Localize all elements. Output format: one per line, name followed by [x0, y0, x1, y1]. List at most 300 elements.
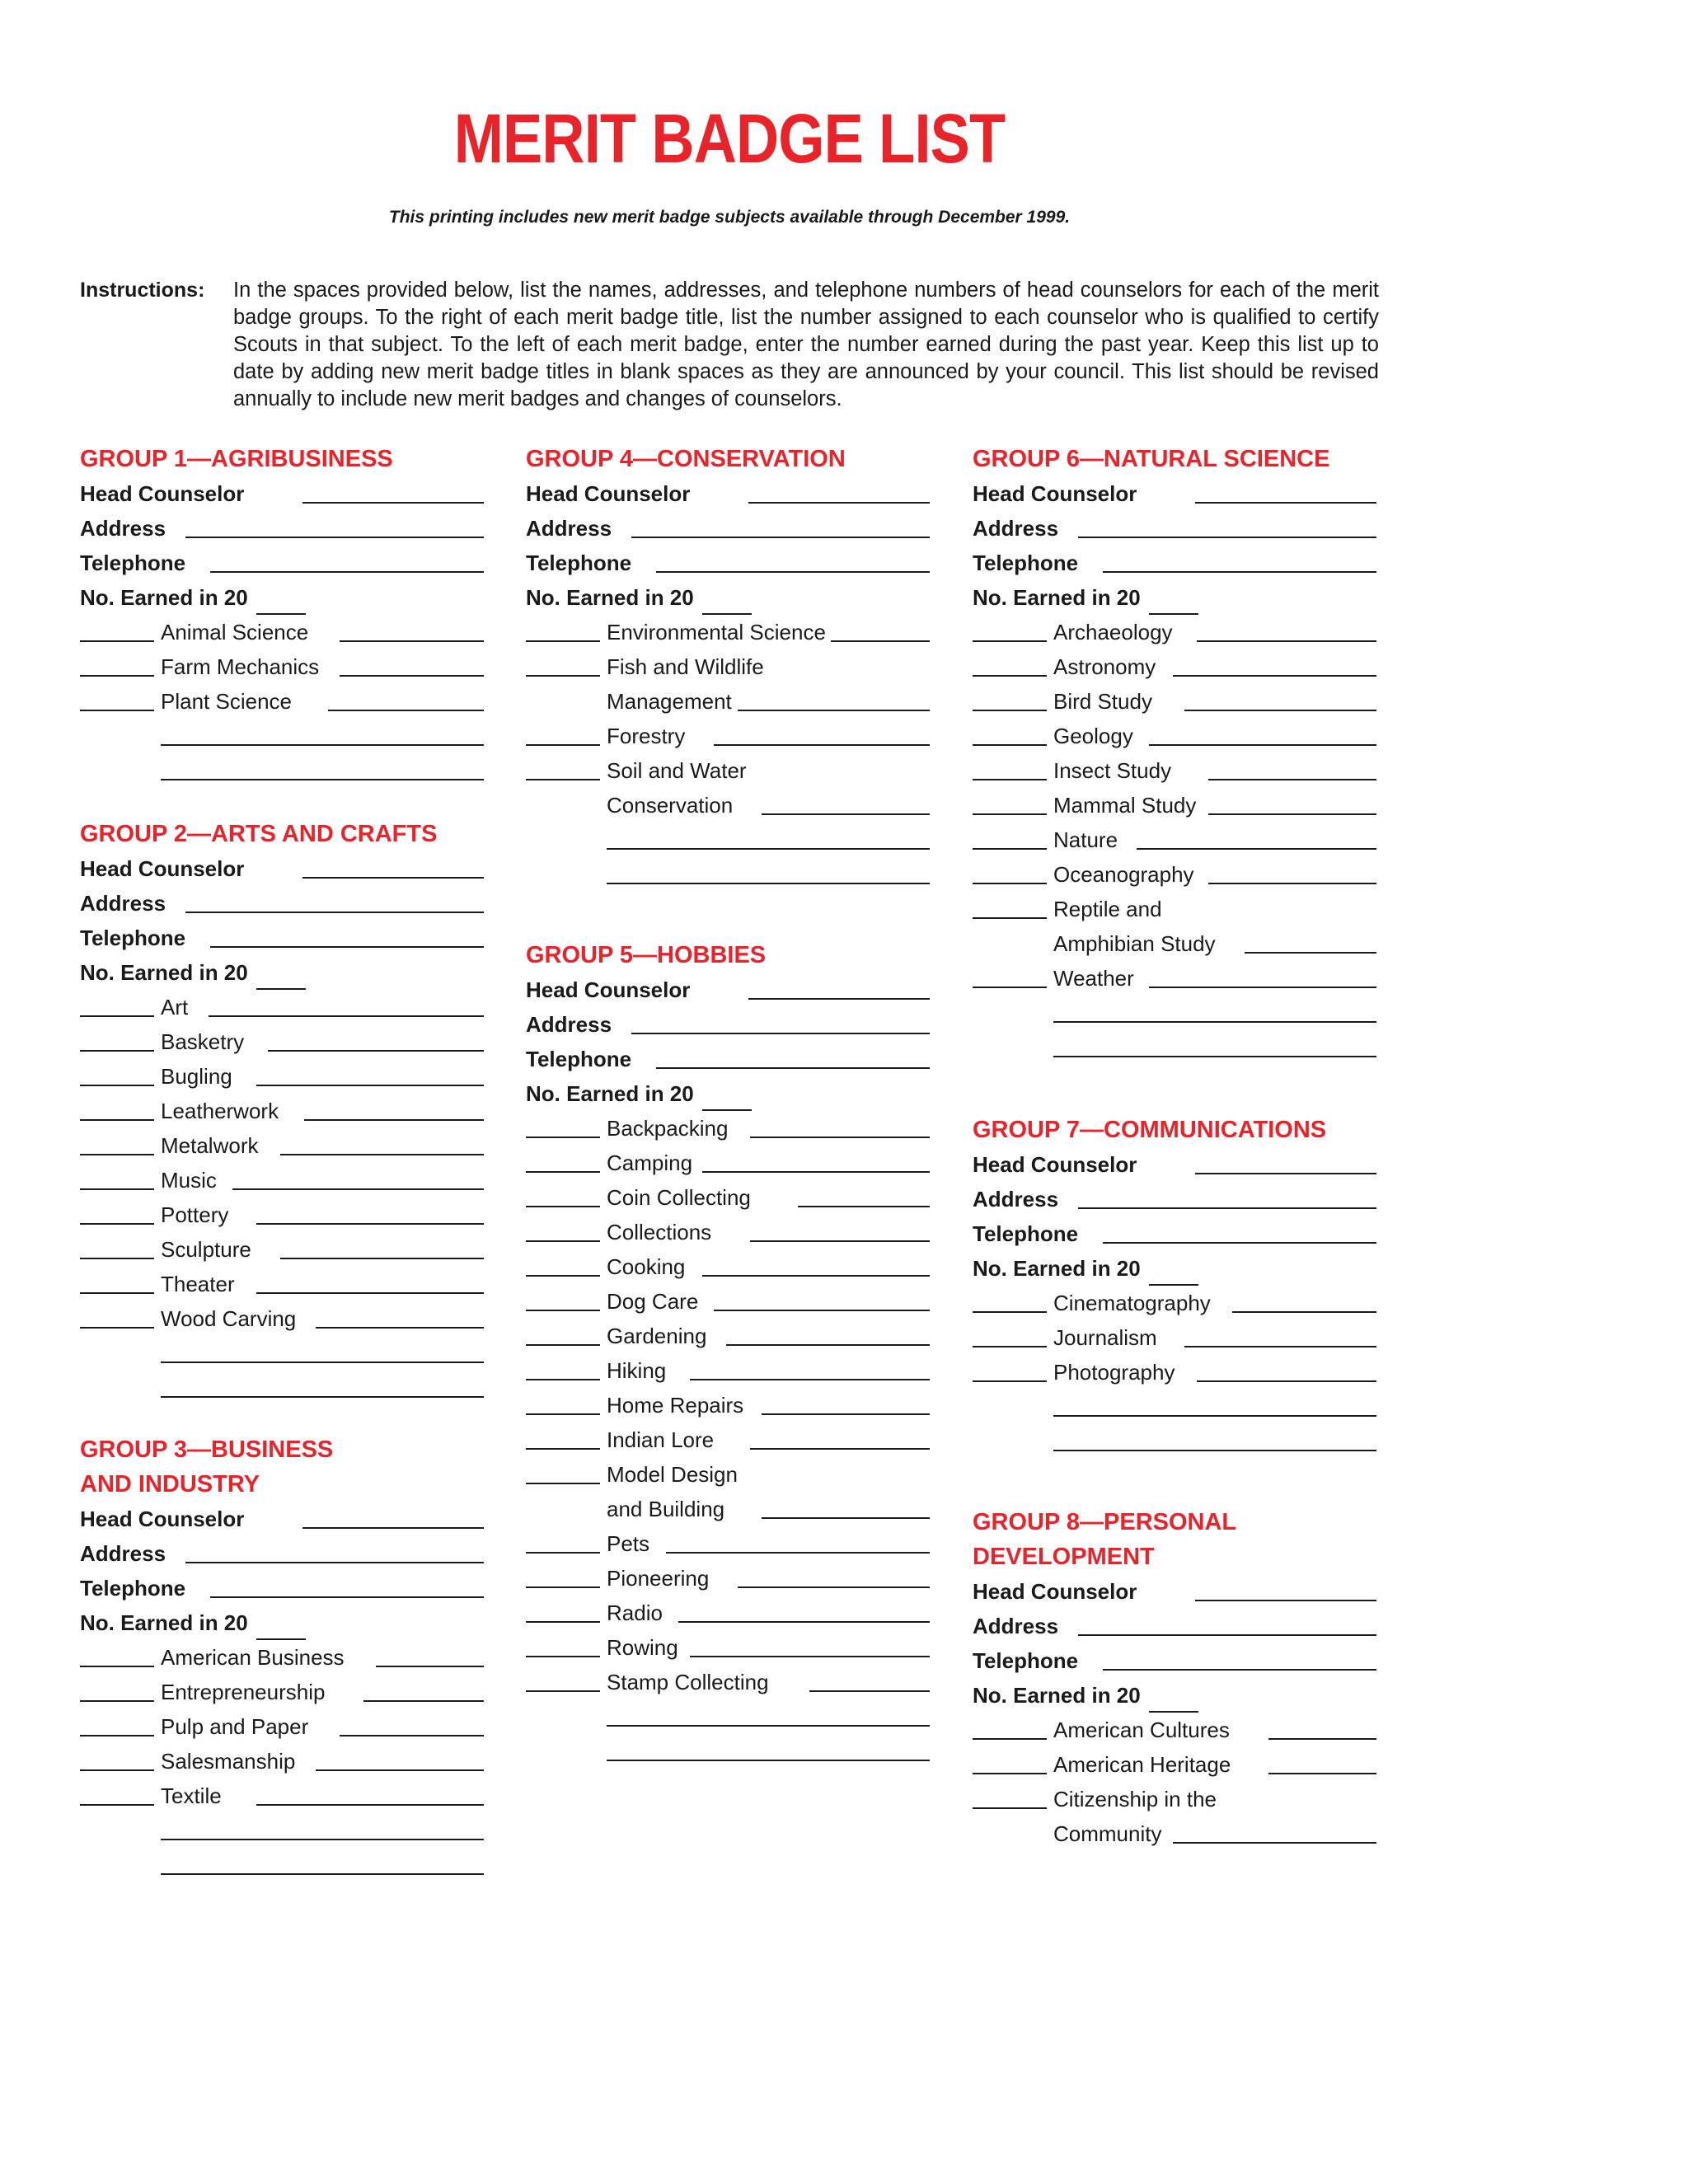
badge-row — [80, 1059, 484, 1094]
head-counselor-label: Head Counselor — [526, 481, 691, 506]
badge-name: Plant Science — [161, 689, 292, 714]
group-heading: GROUP 5—HOBBIES — [526, 942, 767, 968]
badge-row — [973, 892, 1376, 926]
badge-row — [526, 1422, 930, 1457]
head-counselor-label: Head Counselor — [80, 1507, 245, 1531]
badge-earned-field[interactable] — [526, 779, 600, 780]
counselor-number-field[interactable] — [738, 1586, 930, 1588]
blank-badge-field[interactable] — [607, 883, 930, 884]
counselor-number-field[interactable] — [1173, 1842, 1377, 1844]
badge-earned-field[interactable] — [526, 1240, 600, 1242]
counselor-number-field[interactable] — [340, 1735, 484, 1736]
badge-row — [526, 1353, 930, 1388]
blank-badge-field[interactable] — [161, 1361, 484, 1363]
badge-name: Nature — [1053, 827, 1118, 852]
group-heading: GROUP 4—CONSERVATION — [526, 446, 846, 472]
earned-label: No. Earned in 20 — [973, 1683, 1141, 1708]
telephone-label: Telephone — [80, 1576, 186, 1601]
head-counselor-field[interactable] — [302, 1527, 484, 1529]
badge-earned-field[interactable] — [80, 1258, 154, 1259]
head-counselor-field[interactable] — [302, 877, 484, 879]
telephone-field[interactable] — [210, 946, 484, 948]
badge-earned-field[interactable] — [526, 1275, 600, 1277]
counselor-number-field[interactable] — [726, 1344, 931, 1346]
head-counselor-label: Head Counselor — [80, 856, 245, 881]
telephone-field[interactable] — [210, 571, 484, 573]
earned-label: No. Earned in 20 — [973, 585, 1141, 610]
blank-badge-row — [973, 1030, 1376, 1065]
badge-earned-field[interactable] — [526, 1171, 600, 1173]
telephone-field[interactable] — [1103, 1242, 1376, 1244]
badge-earned-field[interactable] — [80, 1050, 154, 1052]
blank-badge-field[interactable] — [1053, 1450, 1376, 1451]
earned-label: No. Earned in 20 — [80, 1610, 248, 1635]
badge-row — [80, 1024, 484, 1059]
counselor-number-field[interactable] — [1184, 1346, 1376, 1347]
earned-year-field[interactable] — [256, 1614, 306, 1640]
counselor-number-field[interactable] — [256, 1292, 485, 1294]
badge-earned-field[interactable] — [526, 1206, 600, 1207]
blank-badge-row — [526, 1699, 930, 1734]
address-row — [973, 1609, 1376, 1643]
badge-name: Pioneering — [607, 1566, 710, 1591]
telephone-row — [80, 546, 484, 580]
counselor-number-field[interactable] — [1149, 744, 1377, 746]
page-title: MERIT BADGE LIST — [453, 100, 1006, 177]
badge-name: Soil and Water — [607, 758, 747, 783]
badge-earned-field[interactable] — [973, 917, 1047, 919]
telephone-label: Telephone — [80, 551, 186, 575]
blank-badge-field[interactable] — [607, 1760, 930, 1761]
badge-earned-field[interactable] — [526, 1483, 600, 1484]
badge-earned-field[interactable] — [526, 744, 600, 746]
blank-badge-field[interactable] — [1053, 1056, 1376, 1057]
badge-name: Textile — [161, 1783, 222, 1808]
badge-row — [526, 788, 930, 823]
badge-row — [526, 1111, 930, 1146]
earned-year-field[interactable] — [256, 963, 306, 990]
head-counselor-row — [80, 851, 484, 886]
badge-row — [526, 1180, 930, 1215]
badge-name: Radio — [607, 1601, 663, 1625]
group-2 — [80, 817, 484, 1405]
telephone-label: Telephone — [526, 1047, 632, 1071]
earned-row — [80, 955, 484, 990]
badge-row — [973, 649, 1376, 684]
counselor-number-field[interactable] — [750, 1448, 931, 1450]
badge-name: Art — [161, 995, 189, 1019]
counselor-number-field[interactable] — [256, 1223, 485, 1225]
badge-name: Insect Study — [1053, 758, 1172, 783]
earned-label: No. Earned in 20 — [80, 585, 248, 610]
badge-earned-field[interactable] — [526, 675, 600, 677]
badge-row — [526, 1388, 930, 1422]
earned-year-field[interactable] — [1149, 1686, 1198, 1713]
blank-badge-row — [80, 753, 484, 788]
counselor-number-field[interactable] — [1173, 675, 1377, 677]
badge-earned-field[interactable] — [973, 675, 1047, 677]
instructions-label: Instructions: — [80, 279, 205, 302]
badge-row — [973, 961, 1376, 996]
badge-name: Leatherwork — [161, 1099, 279, 1123]
head-counselor-field[interactable] — [1195, 1600, 1376, 1601]
badge-earned-field[interactable] — [526, 640, 600, 642]
address-field[interactable] — [1078, 537, 1376, 538]
badge-name: Conservation — [607, 793, 734, 818]
telephone-row — [973, 546, 1376, 580]
badge-name: Salesmanship — [161, 1749, 296, 1774]
counselor-number-field[interactable] — [762, 813, 930, 815]
address-field[interactable] — [631, 537, 930, 538]
telephone-field[interactable] — [1103, 1669, 1376, 1671]
badge-earned-field[interactable] — [973, 1773, 1047, 1774]
badge-row — [973, 1355, 1376, 1390]
counselor-number-field[interactable] — [762, 1413, 930, 1415]
address-row — [526, 1007, 930, 1042]
group-4 — [526, 442, 930, 892]
badge-row — [526, 1249, 930, 1284]
badge-name: Gardening — [607, 1324, 707, 1348]
earned-label: No. Earned in 20 — [80, 960, 248, 985]
badge-earned-field[interactable] — [526, 1344, 600, 1346]
counselor-number-field[interactable] — [1208, 813, 1376, 815]
address-row — [80, 1536, 484, 1571]
counselor-number-field[interactable] — [1268, 1773, 1377, 1774]
badge-row — [80, 1232, 484, 1267]
badge-row — [80, 1779, 484, 1813]
badge-name: Citizenship in the — [1053, 1787, 1217, 1811]
address-field[interactable] — [1078, 1207, 1376, 1209]
counselor-number-field[interactable] — [363, 1700, 484, 1702]
head-counselor-label: Head Counselor — [526, 977, 691, 1002]
counselor-number-field[interactable] — [798, 1206, 931, 1207]
badge-name: Wood Carving — [161, 1306, 297, 1331]
group-heading: GROUP 6—NATURAL SCIENCE — [973, 446, 1330, 472]
counselor-number-field[interactable] — [1197, 1380, 1377, 1382]
badge-earned-field[interactable] — [526, 1448, 600, 1450]
badge-earned-field[interactable] — [973, 640, 1047, 642]
badge-row — [80, 684, 484, 719]
address-label: Address — [973, 1187, 1059, 1212]
badge-name: Cinematography — [1053, 1291, 1211, 1315]
head-counselor-label: Head Counselor — [80, 481, 245, 506]
head-counselor-field[interactable] — [748, 998, 930, 1000]
address-row — [80, 886, 484, 921]
counselor-number-field[interactable] — [256, 1804, 485, 1806]
badge-earned-field[interactable] — [526, 1379, 600, 1380]
badge-row — [526, 1319, 930, 1353]
blank-badge-row — [80, 1813, 484, 1848]
counselor-number-field[interactable] — [256, 1085, 485, 1086]
earned-row — [973, 1251, 1376, 1286]
badge-row — [526, 1630, 930, 1665]
counselor-number-field[interactable] — [690, 1379, 930, 1380]
badge-earned-field[interactable] — [973, 1380, 1047, 1382]
blank-badge-row — [973, 1424, 1376, 1459]
blank-badge-row — [526, 823, 930, 857]
telephone-row — [973, 1643, 1376, 1678]
counselor-number-field[interactable] — [750, 1240, 931, 1242]
badge-earned-field[interactable] — [80, 1769, 154, 1771]
blank-badge-field[interactable] — [1053, 1415, 1376, 1417]
badge-earned-field[interactable] — [526, 1690, 600, 1692]
counselor-number-field[interactable] — [280, 1154, 485, 1155]
badge-name: Oceanography — [1053, 862, 1194, 887]
badge-row — [80, 1267, 484, 1301]
head-counselor-field[interactable] — [1195, 1173, 1376, 1174]
blank-badge-field[interactable] — [161, 1839, 484, 1840]
badge-name: Environmental Science — [607, 620, 826, 644]
badge-earned-field[interactable] — [973, 779, 1047, 780]
counselor-number-field[interactable] — [702, 1171, 931, 1173]
badge-name: Metalwork — [161, 1133, 259, 1158]
counselor-number-field[interactable] — [268, 1050, 484, 1052]
badge-name: Entrepreneurship — [161, 1680, 326, 1704]
blank-badge-row — [973, 996, 1376, 1030]
badge-earned-field[interactable] — [80, 640, 154, 642]
badge-name: Home Repairs — [607, 1393, 744, 1418]
earned-row — [973, 580, 1376, 615]
badge-earned-field[interactable] — [80, 1666, 154, 1667]
group-8 — [973, 1505, 1376, 1851]
badge-earned-field[interactable] — [80, 1119, 154, 1121]
group-heading: GROUP 1—AGRIBUSINESS — [80, 446, 393, 472]
blank-badge-field[interactable] — [607, 848, 930, 850]
badge-earned-field[interactable] — [973, 813, 1047, 815]
address-field[interactable] — [185, 1562, 484, 1563]
head-counselor-field[interactable] — [302, 502, 484, 504]
address-label: Address — [80, 516, 166, 541]
head-counselor-field[interactable] — [1195, 502, 1376, 504]
counselor-number-field[interactable] — [1245, 952, 1377, 954]
badge-row — [526, 649, 930, 684]
blank-badge-row — [526, 1734, 930, 1769]
counselor-number-field[interactable] — [232, 1188, 485, 1190]
counselor-number-field[interactable] — [762, 1517, 930, 1519]
badge-name: Coin Collecting — [607, 1185, 751, 1210]
counselor-number-field[interactable] — [690, 1656, 930, 1657]
telephone-field[interactable] — [656, 1067, 930, 1069]
counselor-number-field[interactable] — [831, 640, 930, 642]
badge-earned-field[interactable] — [80, 1735, 154, 1736]
blank-badge-field[interactable] — [161, 779, 484, 780]
badge-name: Photography — [1053, 1360, 1175, 1385]
blank-badge-row — [80, 1848, 484, 1882]
earned-year-field[interactable] — [1149, 1259, 1198, 1286]
badge-row — [526, 1146, 930, 1180]
badge-row — [80, 1640, 484, 1675]
badge-earned-field[interactable] — [80, 1085, 154, 1086]
badge-name: Dog Care — [607, 1289, 699, 1314]
badge-name: Geology — [1053, 724, 1133, 748]
badge-row — [973, 615, 1376, 649]
address-field[interactable] — [185, 537, 484, 538]
address-row — [973, 511, 1376, 546]
counselor-number-field[interactable] — [316, 1769, 484, 1771]
badge-earned-field[interactable] — [80, 1700, 154, 1702]
badge-name: Fish and Wildlife — [607, 654, 764, 679]
badge-earned-field[interactable] — [973, 1346, 1047, 1347]
counselor-number-field[interactable] — [714, 1310, 930, 1311]
earned-row — [80, 1605, 484, 1640]
badge-earned-field[interactable] — [973, 1807, 1047, 1809]
badge-earned-field[interactable] — [80, 1292, 154, 1294]
badge-earned-field[interactable] — [80, 1223, 154, 1225]
instructions-text: In the spaces provided below, list the names, addresses, and telephone numbers of head counselors for each of the merit badge groups. To the right of each merit badge title, list the number assigned to each counselor who is qualified to certify Scouts in that subject. To the left of each merit badge, enter the number earned during the past year. Keep this list up to date by adding new merit badge titles in blank spaces as they are announced by your council. This list should be revised annually to include new merit badges and changes of counselors. — [233, 279, 1379, 410]
counselor-number-field[interactable] — [1208, 883, 1376, 884]
badge-name: American Business — [161, 1645, 345, 1670]
earned-year-field[interactable] — [1149, 588, 1198, 615]
counselor-number-field[interactable] — [280, 1258, 485, 1259]
address-field[interactable] — [631, 1033, 930, 1034]
counselor-number-field[interactable] — [809, 1690, 930, 1692]
badge-row — [973, 1713, 1376, 1747]
badge-name: Pottery — [161, 1202, 229, 1227]
address-field[interactable] — [185, 912, 484, 913]
counselor-number-field[interactable] — [1184, 710, 1376, 711]
badge-name: Bird Study — [1053, 689, 1152, 714]
telephone-field[interactable] — [1103, 571, 1376, 573]
head-counselor-label: Head Counselor — [973, 1152, 1137, 1177]
blank-badge-field[interactable] — [607, 1725, 930, 1727]
counselor-number-field[interactable] — [304, 1119, 485, 1121]
badge-earned-field[interactable] — [80, 1015, 154, 1017]
badge-name: Pulp and Paper — [161, 1714, 309, 1739]
group-7 — [973, 1113, 1376, 1459]
counselor-number-field[interactable] — [738, 710, 930, 711]
badge-earned-field[interactable] — [80, 675, 154, 677]
counselor-number-field[interactable] — [340, 675, 484, 677]
badge-name: Hiking — [607, 1358, 667, 1383]
badge-row — [526, 1284, 930, 1319]
badge-earned-field[interactable] — [80, 710, 154, 711]
group-heading: GROUP 8—PERSONAL — [973, 1509, 1237, 1535]
badge-name: American Heritage — [1053, 1752, 1231, 1777]
head-counselor-row — [80, 1502, 484, 1536]
counselor-number-field[interactable] — [750, 1137, 931, 1138]
badge-earned-field[interactable] — [526, 1552, 600, 1554]
telephone-row — [526, 1042, 930, 1076]
badge-earned-field[interactable] — [526, 1656, 600, 1657]
badge-earned-field[interactable] — [80, 1188, 154, 1190]
badge-name: Amphibian Study — [1053, 931, 1216, 956]
counselor-number-field[interactable] — [1197, 640, 1377, 642]
blank-badge-field[interactable] — [161, 1396, 484, 1398]
counselor-number-field[interactable] — [376, 1666, 485, 1667]
badge-earned-field[interactable] — [973, 744, 1047, 746]
group-heading: AND INDUSTRY — [80, 1471, 260, 1497]
telephone-field[interactable] — [210, 1596, 484, 1598]
group-heading: DEVELOPMENT — [973, 1544, 1155, 1570]
telephone-field[interactable] — [656, 571, 930, 573]
badge-name: Farm Mechanics — [161, 654, 320, 679]
head-counselor-field[interactable] — [748, 502, 930, 504]
counselor-number-field[interactable] — [328, 710, 485, 711]
counselor-number-field[interactable] — [316, 1327, 484, 1329]
badge-row — [526, 684, 930, 719]
badge-earned-field[interactable] — [80, 1327, 154, 1329]
badge-row — [80, 1675, 484, 1709]
badge-earned-field[interactable] — [973, 987, 1047, 988]
badge-name: Theater — [161, 1272, 235, 1296]
counselor-number-field[interactable] — [1137, 848, 1376, 850]
counselor-number-field[interactable] — [340, 640, 484, 642]
blank-badge-field[interactable] — [1053, 1021, 1376, 1023]
badge-earned-field[interactable] — [973, 848, 1047, 850]
counselor-number-field[interactable] — [1268, 1738, 1377, 1740]
address-label: Address — [80, 891, 166, 916]
telephone-row — [80, 1571, 484, 1605]
badge-row — [80, 1163, 484, 1197]
badge-earned-field[interactable] — [526, 1413, 600, 1415]
badge-earned-field[interactable] — [526, 1586, 600, 1588]
head-counselor-row — [973, 1147, 1376, 1182]
badge-name: Weather — [1053, 966, 1134, 991]
badge-earned-field[interactable] — [973, 1738, 1047, 1740]
badge-earned-field[interactable] — [973, 1311, 1047, 1313]
earned-label: No. Earned in 20 — [526, 585, 694, 610]
badge-earned-field[interactable] — [526, 1137, 600, 1138]
badge-earned-field[interactable] — [973, 710, 1047, 711]
badge-earned-field[interactable] — [973, 883, 1047, 884]
head-counselor-label: Head Counselor — [973, 1579, 1137, 1604]
counselor-number-field[interactable] — [666, 1552, 930, 1554]
telephone-label: Telephone — [80, 926, 186, 950]
counselor-number-field[interactable] — [209, 1015, 485, 1017]
blank-badge-field[interactable] — [161, 744, 484, 746]
group-1 — [80, 442, 484, 788]
address-label: Address — [80, 1541, 166, 1566]
counselor-number-field[interactable] — [678, 1621, 931, 1623]
earned-year-field[interactable] — [702, 588, 752, 615]
earned-year-field[interactable] — [256, 588, 306, 615]
badge-name: Stamp Collecting — [607, 1670, 769, 1694]
badge-row — [526, 1215, 930, 1249]
badge-earned-field[interactable] — [526, 1310, 600, 1311]
badge-earned-field[interactable] — [526, 1621, 600, 1623]
group-heading: GROUP 2—ARTS AND CRAFTS — [80, 821, 438, 847]
badge-name: Community — [1053, 1821, 1162, 1846]
telephone-label: Telephone — [973, 551, 1079, 575]
badge-name: Astronomy — [1053, 654, 1156, 679]
counselor-number-field[interactable] — [1232, 1311, 1376, 1313]
badge-earned-field[interactable] — [80, 1154, 154, 1155]
badge-name: Archaeology — [1053, 620, 1173, 644]
badge-row — [80, 1744, 484, 1779]
badge-name: Bugling — [161, 1064, 232, 1089]
address-label: Address — [526, 516, 612, 541]
badge-name: Camping — [607, 1151, 693, 1175]
counselor-number-field[interactable] — [714, 744, 930, 746]
counselor-number-field[interactable] — [702, 1275, 931, 1277]
earned-year-field[interactable] — [702, 1085, 752, 1111]
counselor-number-field[interactable] — [1208, 779, 1376, 780]
badge-name: Animal Science — [161, 620, 309, 644]
address-field[interactable] — [1078, 1634, 1376, 1636]
badge-row — [973, 1747, 1376, 1782]
earned-row — [526, 1076, 930, 1111]
earned-label: No. Earned in 20 — [973, 1256, 1141, 1281]
telephone-row — [973, 1216, 1376, 1251]
badge-row — [80, 615, 484, 649]
badge-name: and Building — [607, 1497, 725, 1521]
badge-name: Collections — [607, 1220, 712, 1244]
blank-badge-field[interactable] — [161, 1873, 484, 1875]
badge-row — [973, 1286, 1376, 1320]
counselor-number-field[interactable] — [1149, 987, 1377, 988]
telephone-label: Telephone — [973, 1221, 1079, 1246]
badge-earned-field[interactable] — [80, 1804, 154, 1806]
